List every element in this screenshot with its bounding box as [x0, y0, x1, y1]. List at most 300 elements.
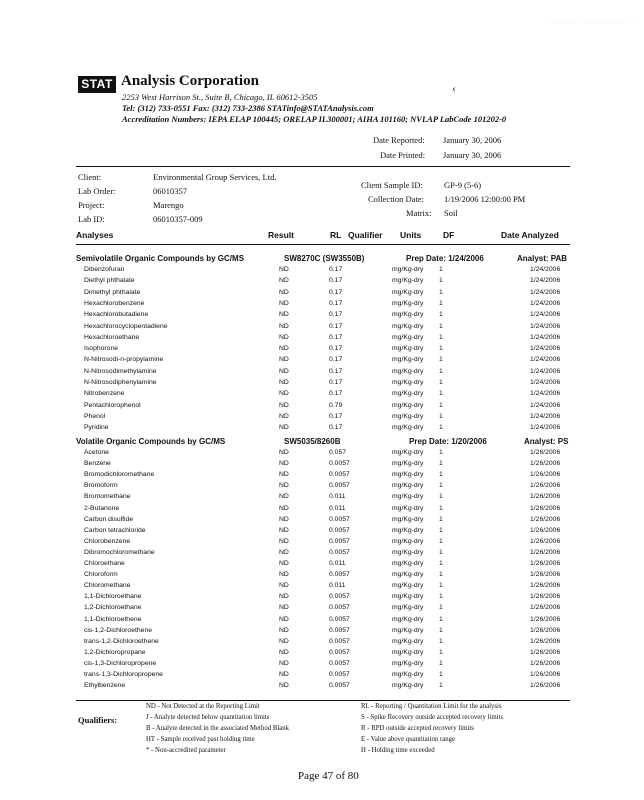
- header-divider: [76, 166, 570, 167]
- units-value: mg/Kg-dry: [392, 648, 424, 656]
- date-reported-value: January 30, 2006: [443, 135, 502, 145]
- qualifier-definition: RL - Reporting / Quantitation Limit for the analysis: [361, 703, 502, 710]
- date-analyzed-value: 1/26/2006: [530, 560, 561, 567]
- table-row: [76, 379, 570, 390]
- analyte-name: Chloromethane: [84, 582, 131, 590]
- analyte-name: 2-Butanone: [84, 504, 120, 512]
- rl-value: 0.17: [329, 356, 343, 364]
- date-analyzed-value: 1/26/2006: [530, 515, 561, 523]
- date-analyzed-value: 1/26/2006: [530, 615, 561, 623]
- table-row: [76, 593, 570, 604]
- analyte-name: Bromodichloromethane: [84, 471, 155, 479]
- date-analyzed-value: 1/26/2006: [530, 604, 561, 612]
- analyte-name: Nitrobenzene: [84, 390, 125, 398]
- analyte-name: trans-1,3-Dichloropropene: [84, 671, 163, 678]
- table-row: [76, 505, 570, 516]
- rl-value: 0.0057: [329, 537, 350, 545]
- date-analyzed-value: 1/26/2006: [530, 626, 561, 634]
- table-row: [76, 311, 570, 322]
- date-analyzed-value: 1/24/2006: [530, 412, 561, 420]
- df-value: 1: [439, 390, 443, 398]
- df-value: 1: [439, 379, 443, 386]
- analyte-name: Phenol: [84, 412, 106, 420]
- analyte-name: 1,2-Dichloroethane: [84, 604, 142, 612]
- table-row: [76, 460, 570, 471]
- df-value: 1: [439, 560, 443, 567]
- qualifier-definition: B - Analyte detected in the associated Method Blank: [146, 725, 290, 732]
- units-value: mg/Kg-dry: [392, 424, 424, 432]
- rl-value: 0.17: [329, 345, 343, 353]
- client-label: Client:: [78, 172, 102, 182]
- matrix-value: Soil: [444, 208, 458, 218]
- lab-id-value: 06010357-009: [153, 214, 203, 224]
- company-name: Analysis Corporation: [121, 73, 259, 89]
- units-value: mg/Kg-dry: [392, 571, 424, 579]
- analyte-name: trans-1,2-Dichloroethene: [84, 637, 159, 645]
- analyte-name: Bromoform: [84, 482, 118, 490]
- result-value: ND: [279, 482, 289, 490]
- table-row: [76, 266, 570, 277]
- result-value: ND: [279, 548, 289, 556]
- col-rl: RL: [330, 230, 342, 240]
- client-sample-id-label: Client Sample ID:: [361, 180, 423, 190]
- df-value: 1: [439, 471, 443, 479]
- result-value: ND: [279, 504, 289, 512]
- result-value: ND: [279, 299, 289, 307]
- analyte-name: 1,1-Dichloroethane: [84, 593, 142, 601]
- result-value: ND: [279, 266, 289, 273]
- result-value: ND: [279, 493, 289, 501]
- units-value: mg/Kg-dry: [392, 548, 424, 556]
- company-address: 2253 West Harrison St., Suite B, Chicago, IL 60612-3505: [122, 92, 318, 102]
- result-value: ND: [279, 412, 289, 420]
- scan-mark-icon: ‹: [452, 81, 456, 95]
- units-value: mg/Kg-dry: [392, 682, 424, 690]
- units-value: mg/Kg-dry: [392, 288, 424, 296]
- table-row: [76, 413, 570, 424]
- qualifier-definition: * - Non-accredited parameter: [146, 747, 226, 754]
- result-value: ND: [279, 333, 289, 341]
- df-value: 1: [439, 345, 443, 353]
- units-value: mg/Kg-dry: [392, 345, 424, 353]
- accreditation-numbers: Accreditation Numbers: IEPA ELAP 100445; ORELAP IL300001; AIHA 101160; NVLAP LabCode 101202-0: [122, 114, 507, 124]
- result-value: ND: [279, 449, 289, 456]
- units-value: mg/Kg-dry: [392, 322, 424, 330]
- df-value: 1: [439, 412, 443, 420]
- result-value: ND: [279, 526, 289, 534]
- df-value: 1: [439, 515, 443, 523]
- page-number: Page 47 of 80: [298, 770, 359, 782]
- rl-value: 0.17: [329, 322, 343, 330]
- units-value: mg/Kg-dry: [392, 401, 424, 409]
- date-analyzed-value: 1/26/2006: [530, 682, 561, 690]
- units-value: mg/Kg-dry: [392, 659, 424, 667]
- results-table-header: [76, 230, 570, 245]
- section-analyst: Analyst: PS: [524, 437, 569, 446]
- section-prep-date: Prep Date: 1/24/2006: [406, 254, 484, 263]
- rl-value: 0.17: [329, 299, 343, 307]
- result-value: ND: [279, 390, 289, 398]
- result-value: ND: [279, 460, 289, 468]
- date-analyzed-value: 1/24/2006: [530, 356, 561, 364]
- result-value: ND: [279, 322, 289, 330]
- date-analyzed-value: 1/24/2006: [530, 266, 561, 273]
- col-result: Result: [268, 230, 294, 240]
- units-value: mg/Kg-dry: [392, 593, 424, 601]
- date-analyzed-value: 1/24/2006: [530, 277, 561, 285]
- date-analyzed-value: 1/24/2006: [530, 367, 561, 375]
- section-analyst: Analyst: PAB: [517, 254, 568, 263]
- analyte-name: Pyridine: [84, 424, 109, 432]
- rl-value: 0.0057: [329, 615, 350, 623]
- result-value: ND: [279, 379, 289, 386]
- date-analyzed-value: 1/26/2006: [530, 460, 561, 468]
- col-df: DF: [443, 230, 455, 240]
- rl-value: 0.011: [329, 493, 346, 501]
- result-value: ND: [279, 560, 289, 567]
- rl-value: 0.17: [329, 379, 343, 386]
- units-value: mg/Kg-dry: [392, 560, 424, 567]
- analyte-name: Acetone: [84, 449, 109, 456]
- units-value: mg/Kg-dry: [392, 277, 424, 285]
- analyte-name: Hexachlorobenzene: [84, 299, 145, 307]
- result-value: ND: [279, 356, 289, 364]
- units-value: mg/Kg-dry: [392, 493, 424, 501]
- table-row: [76, 538, 570, 549]
- date-analyzed-value: 1/26/2006: [530, 637, 561, 645]
- units-value: mg/Kg-dry: [392, 526, 424, 534]
- date-analyzed-value: 1/26/2006: [530, 593, 561, 601]
- units-value: mg/Kg-dry: [392, 504, 424, 512]
- date-analyzed-value: 1/26/2006: [530, 482, 561, 490]
- result-value: ND: [279, 593, 289, 601]
- result-value: ND: [279, 515, 289, 523]
- rl-value: 0.0057: [329, 604, 350, 612]
- company-contact: Tel: (312) 733-0551 Fax: (312) 733-2386 STATinfo@STATAnalysis.com: [122, 103, 374, 113]
- table-row: [76, 277, 570, 288]
- analyte-name: cis-1,2-Dichloroethene: [84, 626, 153, 634]
- col-units: Units: [400, 230, 422, 240]
- date-analyzed-value: 1/24/2006: [530, 333, 561, 341]
- units-value: mg/Kg-dry: [392, 471, 424, 479]
- result-value: ND: [279, 571, 289, 579]
- qualifier-definition: E - Value above quantitation range: [361, 736, 456, 743]
- date-analyzed-value: 1/24/2006: [530, 311, 561, 319]
- date-analyzed-value: 1/24/2006: [530, 401, 561, 409]
- date-analyzed-value: 1/26/2006: [530, 571, 561, 579]
- analyte-name: Chlorobenzene: [84, 537, 131, 545]
- result-value: ND: [279, 401, 289, 409]
- rl-value: 0.011: [329, 504, 346, 512]
- date-printed-value: January 30, 2006: [443, 150, 502, 160]
- date-analyzed-value: 1/24/2006: [530, 299, 561, 307]
- analyte-name: Dimethyl phthalate: [84, 288, 141, 296]
- df-value: 1: [439, 288, 443, 296]
- table-row: [76, 571, 570, 582]
- df-value: 1: [439, 356, 443, 364]
- units-value: mg/Kg-dry: [392, 626, 424, 634]
- result-value: ND: [279, 277, 289, 285]
- date-analyzed-value: 1/26/2006: [530, 537, 561, 545]
- df-value: 1: [439, 266, 443, 273]
- units-value: mg/Kg-dry: [392, 604, 424, 612]
- lab-order-label: Lab Order:: [78, 186, 116, 196]
- df-value: 1: [439, 648, 443, 656]
- qualifier-definition: H - Holding time exceeded: [361, 747, 435, 754]
- rl-value: 0.79: [329, 401, 343, 409]
- units-value: mg/Kg-dry: [392, 379, 424, 386]
- matrix-label: Matrix:: [406, 208, 432, 218]
- date-printed-label: Date Printed:: [380, 150, 426, 160]
- date-analyzed-value: 1/26/2006: [530, 659, 561, 667]
- analyte-name: Chloroform: [84, 571, 118, 579]
- units-value: mg/Kg-dry: [392, 449, 424, 456]
- table-row: [76, 449, 570, 460]
- df-value: 1: [439, 460, 443, 468]
- table-row: [76, 616, 570, 627]
- analyte-name: Diethyl phthalate: [84, 277, 135, 285]
- analyte-name: 1,1-Dichloroethene: [84, 615, 142, 623]
- result-value: ND: [279, 311, 289, 319]
- df-value: 1: [439, 482, 443, 490]
- rl-value: 0.011: [329, 582, 346, 590]
- analyte-name: Ethylbenzene: [84, 682, 126, 690]
- df-value: 1: [439, 615, 443, 623]
- collection-date-label: Collection Date:: [368, 194, 424, 204]
- stat-logo: STAT: [78, 76, 116, 93]
- df-value: 1: [439, 526, 443, 534]
- analyte-name: 1,2-Dichloropropane: [84, 648, 146, 656]
- date-analyzed-value: 1/26/2006: [530, 526, 561, 534]
- table-row: [76, 424, 570, 435]
- result-value: ND: [279, 626, 289, 634]
- table-row: [76, 368, 570, 379]
- analyte-name: Hexachloroethane: [84, 333, 140, 341]
- df-value: 1: [439, 322, 443, 330]
- section-title: Semivolatile Organic Compounds by GC/MS: [76, 254, 245, 263]
- analyte-name: N-Nitrosodi-n-propylamine: [84, 356, 164, 364]
- analyte-name: Carbon disulfide: [84, 515, 134, 523]
- analyte-name: Dibenzofuran: [84, 266, 125, 273]
- table-row: [76, 482, 570, 493]
- table-row: [76, 627, 570, 638]
- date-analyzed-value: 1/26/2006: [530, 471, 561, 479]
- result-value: ND: [279, 537, 289, 545]
- table-row: [76, 493, 570, 504]
- rl-value: 0.0057: [329, 626, 350, 634]
- date-analyzed-value: 1/26/2006: [530, 648, 561, 656]
- units-value: mg/Kg-dry: [392, 311, 424, 319]
- table-row: [76, 345, 570, 356]
- analyte-name: cis-1,3-Dichloropropene: [84, 659, 157, 667]
- rl-value: 0.0057: [329, 471, 350, 479]
- date-analyzed-value: 1/24/2006: [530, 345, 561, 353]
- result-value: ND: [279, 582, 289, 590]
- df-value: 1: [439, 537, 443, 545]
- section-header-semivolatile: [76, 254, 570, 266]
- analyte-name: N-Nitrosodimethylamine: [84, 367, 157, 375]
- section-method: SW8270C (SW3550B): [284, 254, 365, 263]
- table-row: [76, 638, 570, 649]
- table-row: [76, 334, 570, 345]
- table-row: [76, 649, 570, 660]
- df-value: 1: [439, 604, 443, 612]
- table-row: [76, 671, 570, 682]
- result-value: ND: [279, 424, 289, 432]
- result-value: ND: [279, 671, 289, 678]
- df-value: 1: [439, 582, 443, 590]
- rl-value: 0.17: [329, 311, 343, 319]
- qualifiers-label: Qualifiers:: [78, 715, 118, 725]
- date-analyzed-value: 1/24/2006: [530, 379, 561, 386]
- units-value: mg/Kg-dry: [392, 460, 424, 468]
- rl-value: 0.0057: [329, 682, 350, 690]
- df-value: 1: [439, 299, 443, 307]
- units-value: mg/Kg-dry: [392, 671, 424, 678]
- date-analyzed-value: 1/26/2006: [530, 582, 561, 590]
- table-row: [76, 471, 570, 482]
- df-value: 1: [439, 333, 443, 341]
- section-header-volatile: [76, 437, 570, 449]
- rl-value: 0.011: [329, 560, 346, 567]
- df-value: 1: [439, 548, 443, 556]
- units-value: mg/Kg-dry: [392, 367, 424, 375]
- result-value: ND: [279, 648, 289, 656]
- analyte-name: Benzene: [84, 460, 111, 468]
- date-analyzed-value: 1/24/2006: [530, 390, 561, 398]
- rl-value: 0.057: [329, 449, 347, 456]
- table-row: [76, 560, 570, 571]
- date-analyzed-value: 1/26/2006: [530, 548, 561, 556]
- rl-value: 0.17: [329, 277, 343, 285]
- table-row: [76, 604, 570, 615]
- qualifier-definition: HT - Sample received past holding time: [146, 736, 255, 743]
- units-value: mg/Kg-dry: [392, 582, 424, 590]
- units-value: mg/Kg-dry: [392, 515, 424, 523]
- date-analyzed-value: 1/24/2006: [530, 288, 561, 296]
- df-value: 1: [439, 626, 443, 634]
- date-analyzed-value: 1/24/2006: [530, 424, 561, 432]
- units-value: mg/Kg-dry: [392, 356, 424, 364]
- project-value: Marengo: [153, 200, 184, 210]
- analyte-name: Chloroethane: [84, 560, 125, 567]
- table-row: [76, 582, 570, 593]
- collection-date-value: 1/19/2006 12:00:00 PM: [444, 194, 526, 204]
- rl-value: 0.0057: [329, 648, 350, 656]
- rl-value: 0.0057: [329, 515, 350, 523]
- table-row: [76, 549, 570, 560]
- df-value: 1: [439, 571, 443, 579]
- rl-value: 0.17: [329, 424, 343, 432]
- units-value: mg/Kg-dry: [392, 390, 424, 398]
- col-analyses: Analyses: [76, 230, 114, 240]
- rl-value: 0.0057: [329, 460, 350, 468]
- lab-id-label: Lab ID:: [78, 214, 105, 224]
- df-value: 1: [439, 637, 443, 645]
- table-row: [76, 527, 570, 538]
- footer-divider: [76, 700, 570, 701]
- project-label: Project:: [78, 200, 105, 210]
- result-value: ND: [279, 604, 289, 612]
- df-value: 1: [439, 682, 443, 690]
- result-value: ND: [279, 659, 289, 667]
- result-value: ND: [279, 637, 289, 645]
- analyte-name: N-Nitrosodiphenylamine: [84, 379, 157, 386]
- units-value: mg/Kg-dry: [392, 537, 424, 545]
- analyte-name: Hexachlorocyclopentadiene: [84, 322, 168, 330]
- table-row: [76, 516, 570, 527]
- df-value: 1: [439, 401, 443, 409]
- analyte-name: Pentachlorophenol: [84, 401, 141, 409]
- rl-value: 0.0057: [329, 637, 350, 645]
- df-value: 1: [439, 449, 443, 456]
- col-date-analyzed: Date Analyzed: [501, 230, 559, 240]
- rl-value: 0.17: [329, 412, 343, 420]
- qualifier-definition: S - Spike Recovery outside accepted recovery limits: [361, 714, 504, 721]
- rl-value: 0.17: [329, 288, 343, 296]
- units-value: mg/Kg-dry: [392, 299, 424, 307]
- df-value: 1: [439, 277, 443, 285]
- table-row: [76, 682, 570, 693]
- df-value: 1: [439, 659, 443, 667]
- units-value: mg/Kg-dry: [392, 266, 424, 273]
- analyte-name: Hexachlorobutadiene: [84, 311, 149, 319]
- result-value: ND: [279, 471, 289, 479]
- analyte-name: Isophorone: [84, 345, 119, 353]
- table-row: [76, 300, 570, 311]
- rl-value: 0.17: [329, 367, 343, 375]
- client-sample-id-value: GP-9 (5-6): [444, 180, 482, 190]
- rl-value: 0.0057: [329, 659, 350, 667]
- date-analyzed-value: 1/24/2006: [530, 322, 561, 330]
- df-value: 1: [439, 593, 443, 601]
- rl-value: 0.17: [329, 390, 343, 398]
- date-analyzed-value: 1/26/2006: [530, 493, 561, 501]
- df-value: 1: [439, 671, 443, 678]
- analyte-name: Bromomethane: [84, 493, 131, 501]
- rl-value: 0.0057: [329, 526, 350, 534]
- date-analyzed-value: 1/26/2006: [530, 671, 561, 678]
- df-value: 1: [439, 424, 443, 432]
- section-title: Volatile Organic Compounds by GC/MS: [76, 437, 226, 446]
- qualifier-definition: ND - Not Detected at the Reporting Limit: [146, 703, 260, 710]
- rl-value: 0.0057: [329, 593, 350, 601]
- units-value: mg/Kg-dry: [392, 333, 424, 341]
- section-prep-date: Prep Date: 1/20/2006: [409, 437, 487, 446]
- units-value: mg/Kg-dry: [392, 615, 424, 623]
- result-value: ND: [279, 345, 289, 353]
- table-row: [76, 660, 570, 671]
- rl-value: 0.17: [329, 333, 343, 341]
- analyte-name: Dibromochloromethane: [84, 548, 155, 556]
- analyte-name: Carbon tetrachloride: [84, 526, 146, 534]
- result-value: ND: [279, 615, 289, 623]
- df-value: 1: [439, 493, 443, 501]
- scan-artifact-dots: · · · · · · · · · · · · · · · · · · · · ·: [549, 20, 638, 25]
- df-value: 1: [439, 367, 443, 375]
- date-analyzed-value: 1/26/2006: [530, 449, 561, 456]
- df-value: 1: [439, 504, 443, 512]
- rl-value: 0.0057: [329, 548, 350, 556]
- rl-value: 0.17: [329, 266, 343, 273]
- df-value: 1: [439, 311, 443, 319]
- units-value: mg/Kg-dry: [392, 637, 424, 645]
- client-value: Environmental Group Services, Ltd.: [153, 172, 277, 182]
- qualifier-definition: J - Analyte detected below quantitation limits: [146, 714, 270, 721]
- col-qualifier: Qualifier: [348, 230, 383, 240]
- table-row: [76, 356, 570, 367]
- date-analyzed-value: 1/26/2006: [530, 504, 561, 512]
